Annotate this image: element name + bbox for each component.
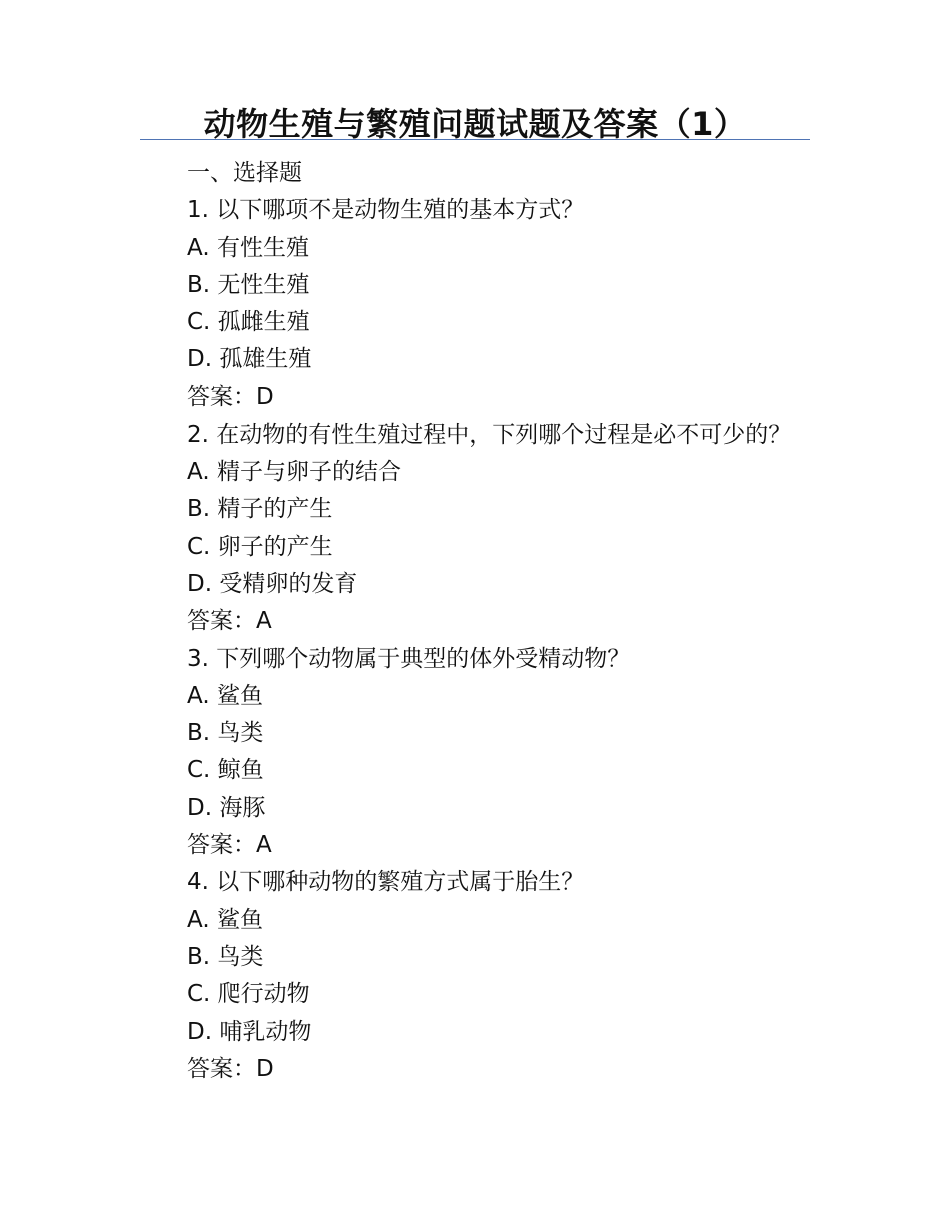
question-3: 3. 下列哪个动物属于典型的体外受精动物？ [187,645,631,672]
answer-line: 答案：A [187,608,272,635]
option-item: A. 鲨鱼 [187,906,263,933]
answer-line: 答案：A [187,832,272,859]
option-item: B. 鸟类 [187,720,264,747]
option-item: A. 有性生殖 [187,234,309,261]
question-4: 4. 以下哪种动物的繁殖方式属于胎生？ [187,869,585,896]
answer-line: 答案：D [187,383,274,410]
option-item: B. 鸟类 [187,943,264,970]
option-item: D. 海豚 [187,794,266,821]
option-item: C. 卵子的产生 [187,533,333,560]
option-item: C. 鲸鱼 [187,757,264,784]
option-item: D. 受精卵的发育 [187,570,358,597]
question-1: 1. 以下哪项不是动物生殖的基本方式？ [187,197,585,224]
question-2: 2. 在动物的有性生殖过程中，下列哪个过程是必不可少的？ [187,422,792,449]
option-item: D. 哺乳动物 [187,1018,312,1045]
option-item: C. 爬行动物 [187,981,310,1008]
answer-line: 答案：D [187,1055,274,1082]
title-underline [140,139,810,140]
option-item: A. 精子与卵子的结合 [187,459,401,486]
option-item: D. 孤雄生殖 [187,346,312,373]
option-item: C. 孤雌生殖 [187,309,310,336]
document-title: 动物生殖与繁殖问题试题及答案（1） [203,105,747,143]
option-item: B. 无性生殖 [187,271,310,298]
option-item: A. 鲨鱼 [187,682,263,709]
option-item: B. 精子的产生 [187,496,333,523]
document-body [140,155,800,1088]
section-heading: 一、选择题 [187,160,302,186]
